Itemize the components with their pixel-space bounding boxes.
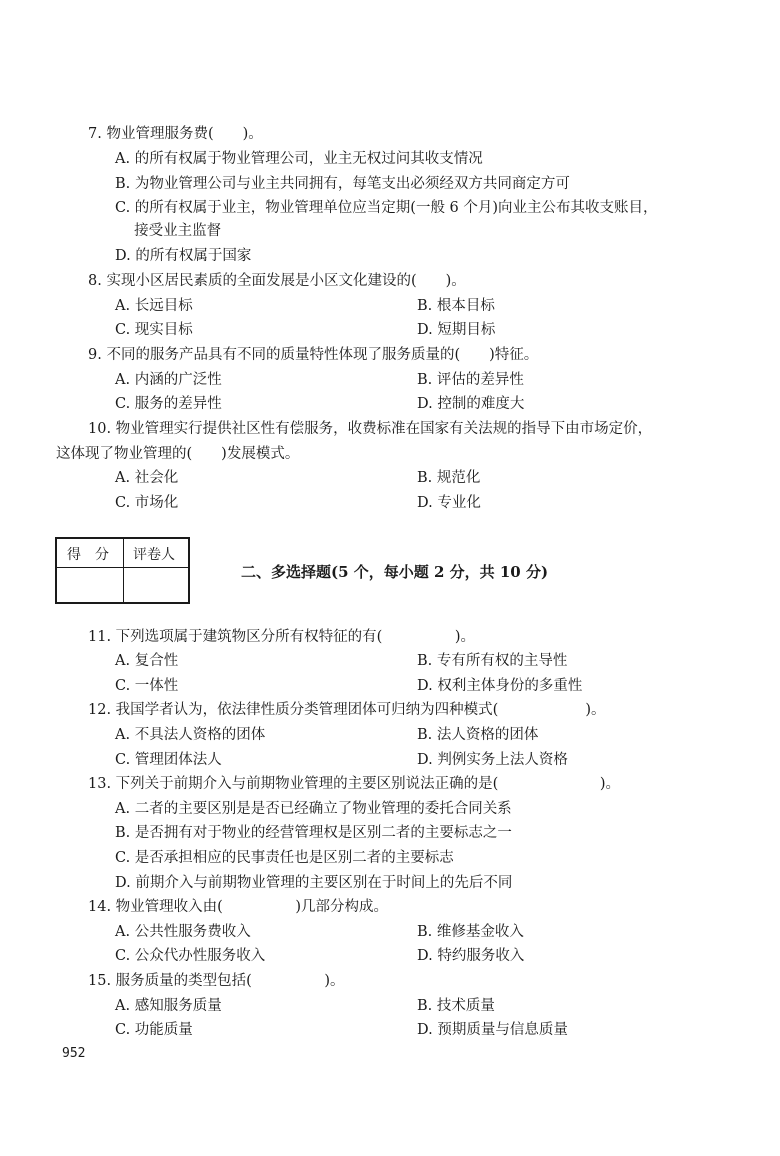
- question-8-stem: 8. 实现小区居民素质的全面发展是小区文化建设的( )。: [88, 273, 466, 289]
- question-14-option-a: A. 公共性服务费收入: [115, 924, 251, 940]
- question-12-option-c: C. 管理团体法人: [115, 752, 222, 768]
- question-11-option-d: D. 权利主体身份的多重性: [417, 678, 583, 694]
- section-title: 二、多选择题(5 个，每小题 2 分，共 10 分): [241, 563, 549, 581]
- question-12-option-b: B. 法人资格的团体: [417, 727, 539, 743]
- question-11-option-a: A. 复合性: [115, 653, 179, 669]
- question-9-option-a: A. 内涵的广泛性: [115, 372, 222, 388]
- question-7-option-c-cont: 接受业主监督: [115, 223, 222, 239]
- question-14-option-c: C. 公众代办性服务收入: [115, 948, 266, 964]
- question-15-stem: 15. 服务质量的类型包括( )。: [88, 973, 345, 989]
- score-label: 得 分: [67, 547, 109, 563]
- score-box: [55, 537, 190, 604]
- question-13-stem: 13. 下列关于前期介入与前期物业管理的主要区别说法正确的是( )。: [88, 776, 620, 792]
- question-10-stem-cont: 这体现了物业管理的( )发展模式。: [56, 446, 300, 462]
- question-8-option-c: C. 现实目标: [115, 322, 193, 338]
- question-13-option-d: D. 前期介入与前期物业管理的主要区别在于时间上的先后不同: [115, 875, 513, 891]
- question-15-option-a: A. 感知服务质量: [115, 998, 222, 1014]
- question-8-option-d: D. 短期目标: [417, 322, 496, 338]
- question-14-stem: 14. 物业管理收入由( )几部分构成。: [88, 899, 388, 915]
- question-15-option-b: B. 技术质量: [417, 998, 495, 1014]
- question-9-stem: 9. 不同的服务产品具有不同的质量特性体现了服务质量的( )特征。: [88, 347, 539, 363]
- question-14-option-d: D. 特约服务收入: [417, 948, 525, 964]
- question-13-option-c: C. 是否承担相应的民事责任也是区别二者的主要标志: [115, 850, 454, 866]
- question-11-option-c: C. 一体性: [115, 678, 179, 694]
- question-12-option-d: D. 判例实务上法人资格: [417, 752, 568, 768]
- question-14-option-b: B. 维修基金收入: [417, 924, 524, 940]
- question-7-option-b: B. 为物业管理公司与业主共同拥有，每笔支出必须经双方共同商定方可: [115, 176, 570, 192]
- page-number: 952: [62, 1046, 86, 1061]
- question-7-stem: 7. 物业管理服务费( )。: [88, 126, 263, 142]
- question-12-stem: 12. 我国学者认为，依法律性质分类管理团体可归纳为四种模式( )。: [88, 702, 606, 718]
- question-8-option-a: A. 长远目标: [115, 298, 193, 314]
- question-10-option-d: D. 专业化: [417, 495, 481, 511]
- question-10-option-c: C. 市场化: [115, 495, 179, 511]
- question-9-option-c: C. 服务的差异性: [115, 396, 222, 412]
- question-7-option-d: D. 的所有权属于国家: [115, 248, 252, 264]
- question-11-option-b: B. 专有所有权的主导性: [417, 653, 568, 669]
- question-10-stem: 10. 物业管理实行提供社区性有偿服务，收费标准在国家有关法规的指导下由市场定价，: [88, 421, 653, 437]
- question-9-option-d: D. 控制的难度大: [417, 396, 525, 412]
- question-13-option-a: A. 二者的主要区别是是否已经确立了物业管理的委托合同关系: [115, 801, 512, 817]
- grader-label: 评卷人: [133, 547, 175, 563]
- question-10-option-a: A. 社会化: [115, 470, 179, 486]
- question-12-option-a: A. 不具法人资格的团体: [115, 727, 266, 743]
- question-9-option-b: B. 评估的差异性: [417, 372, 524, 388]
- score-box-divider-v: [123, 539, 124, 602]
- question-11-stem: 11. 下列选项属于建筑物区分所有权特征的有( )。: [88, 629, 475, 645]
- question-7-option-a: A. 的所有权属于物业管理公司，业主无权过问其收支情况: [115, 151, 483, 167]
- question-8-option-b: B. 根本目标: [417, 298, 495, 314]
- question-15-option-d: D. 预期质量与信息质量: [417, 1022, 568, 1038]
- question-15-option-c: C. 功能质量: [115, 1022, 193, 1038]
- question-7-option-c: C. 的所有权属于业主，物业管理单位应当定期(一般 6 个月)向业主公布其收支账目，: [115, 200, 658, 216]
- question-13-option-b: B. 是否拥有对于物业的经营管理权是区别二者的主要标志之一: [115, 825, 512, 841]
- question-10-option-b: B. 规范化: [417, 470, 481, 486]
